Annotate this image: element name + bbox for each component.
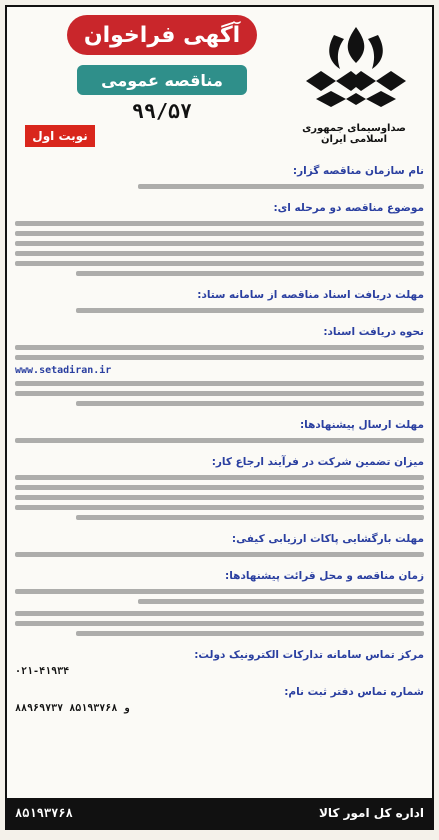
office-phone: ۸۸۹۶۹۷۳۷ و ۸۵۱۹۳۷۶۸: [15, 703, 130, 714]
org-name: صداوسیمای جمهوری اسلامی ایران: [302, 123, 406, 145]
notice-footer: [7, 798, 432, 828]
subject-label: موضوع مناقصه دو مرحله ای:: [273, 202, 424, 214]
section-employer: [15, 159, 424, 189]
phone-label: شماره تماس دفتر ثبت نام:: [284, 686, 424, 698]
round-badge: نوبت اول: [25, 125, 95, 147]
section-doc-receipt: [15, 320, 424, 406]
text-line: [76, 515, 424, 520]
text-line: [15, 552, 424, 557]
text-line: [15, 391, 424, 396]
text-line: [15, 251, 424, 256]
text-line: [15, 589, 424, 594]
contact-label: مرکز تماس سامانه تدارکات الکترونیک دولت:: [194, 649, 424, 661]
qual-deadline-label: مهلت بارگشایی پاکات ارزیابی کیفی:: [231, 533, 424, 545]
irib-logo-icon: [296, 21, 416, 121]
bid-deadline-label: مهلت ارسال پیشنهادها:: [299, 419, 424, 431]
setad-phone: ۰۲۱-۴۱۹۳۴: [15, 666, 70, 677]
text-line: [15, 438, 424, 443]
text-line: [138, 184, 424, 189]
section-bid-deadline: [15, 413, 424, 443]
text-line: [15, 241, 424, 246]
text-line: [76, 271, 424, 276]
text-line: [15, 621, 424, 626]
section-notes: [15, 611, 424, 636]
text-line: [76, 631, 424, 636]
footer-phone: ۸۵۱۹۳۷۶۸: [15, 806, 73, 820]
notice-title: آگهی فراخوان: [67, 15, 257, 55]
doc-receipt-label: نحوه دریافت اسناد:: [323, 326, 424, 338]
text-line: [76, 308, 424, 313]
text-line: [15, 231, 424, 236]
footer-department: اداره کل امور کالا: [319, 806, 424, 820]
text-line: [76, 401, 424, 406]
section-doc-deadline: [15, 283, 424, 313]
notice-header: [7, 7, 432, 157]
notice-subtitle: مناقصه عمومی: [77, 65, 247, 95]
tender-number: ۹۹/۵۷: [131, 99, 193, 123]
guarantee-label: میزان تضمین شرکت در فرآیند ارجاع کار:: [211, 456, 424, 468]
section-guarantee: [15, 450, 424, 520]
text-line: [15, 475, 424, 480]
opening-label: زمان مناقصه و محل قرائت پیشنهادها:: [225, 570, 424, 582]
section-subject: [15, 196, 424, 276]
text-line: [15, 611, 424, 616]
text-line: [15, 495, 424, 500]
text-line: [15, 261, 424, 266]
text-line: [15, 221, 424, 226]
text-line: [15, 485, 424, 490]
text-line: [15, 381, 424, 386]
text-line: [138, 599, 424, 604]
notice-body: [15, 159, 424, 794]
text-line: [15, 345, 424, 350]
doc-deadline-label: مهلت دریافت اسناد مناقصه از سامانه ستاد:: [197, 289, 424, 301]
text-line: [15, 355, 424, 360]
employer-label: نام سازمان مناقصه گزار:: [292, 165, 424, 177]
tender-notice: [5, 5, 434, 830]
setad-website-link[interactable]: www.setadiran.ir: [15, 365, 112, 376]
section-qual-deadline: [15, 527, 424, 557]
section-opening: [15, 564, 424, 604]
section-contact: [15, 643, 424, 714]
text-line: [15, 505, 424, 510]
